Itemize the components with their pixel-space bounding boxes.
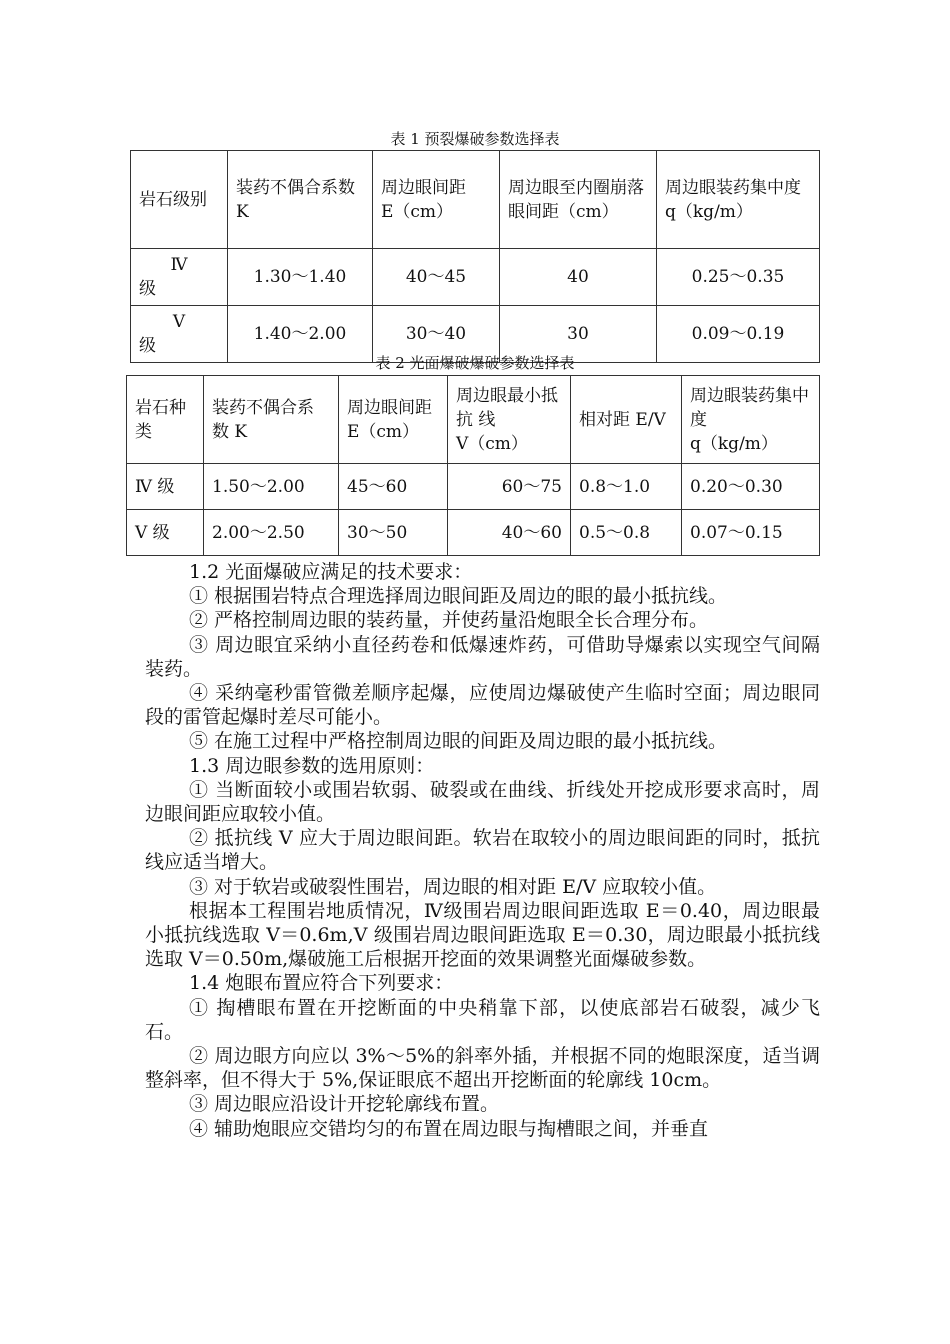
t1-cell-k: 1.40～2.00	[228, 306, 373, 363]
paragraph: ② 严格控制周边眼的装药量，并使药量沿炮眼全长合理分布。	[189, 609, 709, 632]
t1-cell-charge: 0.09～0.19	[657, 306, 820, 363]
t2-cell-type: Ⅴ 级	[127, 510, 204, 556]
t1-header-k: 装药不偶合系数 K	[228, 151, 373, 249]
section-heading: 1.3 周边眼参数的选用原则：	[189, 754, 435, 777]
table-row	[131, 249, 820, 306]
t2-cell-ratio: 0.8～1.0	[571, 464, 682, 510]
t2-header-spacing-label: 周边眼间距	[347, 397, 432, 418]
paragraph: ③ 周边眼应沿设计开挖轮廓线布置。	[189, 1093, 500, 1116]
paragraph: ③ 对于软岩或破裂性围岩，周边眼的相对距 E/V 应取较小值。	[189, 875, 717, 898]
paragraph: ⑤ 在施工过程中严格控制周边眼的间距及周边眼的最小抵抗线。	[189, 730, 728, 753]
t2-cell-charge: 0.20～0.30	[682, 464, 820, 510]
t2-cell-burden: 40～60	[448, 510, 571, 556]
t2-header-burden-unit: V（cm）	[456, 433, 528, 454]
paragraph: ② 周边眼方向应以 3%～5%的斜率外插，并根据不同的炮眼深度，适当调整斜率，但不得大于 5%,保证眼底不超出开挖断面的轮廓线 10cm。	[145, 1045, 820, 1092]
t1-cell-grade: Ⅳ 级	[131, 249, 228, 306]
t1-header-charge: 周边眼装药集中度 q（kg/m）	[657, 151, 820, 249]
t2-cell-type: Ⅳ 级	[127, 464, 204, 510]
t1-cell-inner: 30	[500, 306, 657, 363]
t1-header-spacing	[373, 151, 500, 249]
t2-header-k: 装药不偶合系数 K	[204, 376, 339, 464]
table-row	[127, 510, 820, 556]
t2-header-ratio: 相对距 E/V	[571, 376, 682, 464]
t2-cell-charge: 0.07～0.15	[682, 510, 820, 556]
paragraph: ① 当断面较小或围岩软弱、破裂或在曲线、折线处开挖成形要求高时，周边眼间距应取较小值。	[145, 778, 820, 826]
paragraph: 根据本工程围岩地质情况，Ⅳ级围岩周边眼间距选取 E＝0.40，周边眼最小抵抗线选取 V＝0.6m,Ⅴ 级围岩周边眼间距选取 E＝0.30，周边眼最小抵抗线选取 V＝0.50m,爆破施工后根据开挖面的效果调整光面爆破参数。	[145, 899, 820, 971]
paragraph: ④ 采纳毫秒雷管微差顺序起爆，应使周边爆破使产生临时空面；周边眼同段的雷管起爆时差尽可能小。	[145, 682, 820, 729]
t2-header-spacing-unit: E（cm）	[347, 421, 420, 442]
table1-caption: 表 1 预裂爆破参数选择表	[390, 130, 560, 148]
t2-cell-ratio: 0.5～0.8	[571, 510, 682, 556]
table-row	[127, 464, 820, 510]
t2-cell-spacing: 45～60	[339, 464, 448, 510]
t1-cell-charge: 0.25～0.35	[657, 249, 820, 306]
paragraph: ② 抵抗线 V 应大于周边眼间距。软岩在取较小的周边眼间距的同时，抵抗线应适当增大。	[145, 827, 820, 874]
t2-cell-burden: 60～75	[448, 464, 571, 510]
t2-header-charge	[682, 376, 820, 464]
table-2	[126, 375, 820, 556]
t2-cell-k: 2.00～2.50	[204, 510, 339, 556]
t1-header-rock-grade: 岩石级别	[131, 151, 228, 249]
t2-header-rock-type: 岩石种类	[127, 376, 204, 464]
t1-header-inner-spacing: 周边眼至内圈崩落眼间距（cm）	[500, 151, 657, 249]
t2-cell-k: 1.50～2.00	[204, 464, 339, 510]
table-1	[130, 150, 820, 363]
table2-caption: 表 2 光面爆破爆破参数选择表	[375, 354, 575, 372]
t1-cell-grade: Ⅴ 级	[131, 306, 228, 363]
t2-header-charge-unit: q（kg/m）	[690, 433, 778, 454]
section-heading: 1.2 光面爆破应满足的技术要求：	[189, 561, 473, 583]
t2-header-spacing	[339, 376, 448, 464]
t1-header-spacing-unit: E（cm）	[381, 201, 454, 222]
t2-cell-spacing: 30～50	[339, 510, 448, 556]
paragraph: ① 根据围岩特点合理选择周边眼间距及周边的眼的最小抵抗线。	[189, 585, 728, 608]
t2-header-burden-label: 周边眼最小抵 抗 线	[456, 385, 558, 430]
body-text	[145, 560, 820, 1141]
t1-cell-spacing: 40～45	[373, 249, 500, 306]
paragraph: ① 掏槽眼布置在开挖断面的中央稍靠下部，以使底部岩石破裂，减少飞石。	[145, 996, 820, 1043]
paragraph: ④ 辅助炮眼应交错均匀的布置在周边眼与掏槽眼之间，并垂直	[189, 1117, 709, 1140]
t2-header-charge-label: 周边眼装药集中 度	[690, 385, 809, 430]
t1-cell-spacing: 30～40	[373, 306, 500, 363]
paragraph: ③ 周边眼宜采纳小直径药卷和低爆速炸药，可借助导爆索以实现空气间隔装药。	[145, 633, 820, 680]
t1-cell-k: 1.30～1.40	[228, 249, 373, 306]
section-heading: 1.4 炮眼布置应符合下列要求：	[189, 972, 454, 995]
t1-header-spacing-label: 周边眼间距	[381, 177, 466, 198]
t1-cell-inner: 40	[500, 249, 657, 306]
t2-header-burden	[448, 376, 571, 464]
